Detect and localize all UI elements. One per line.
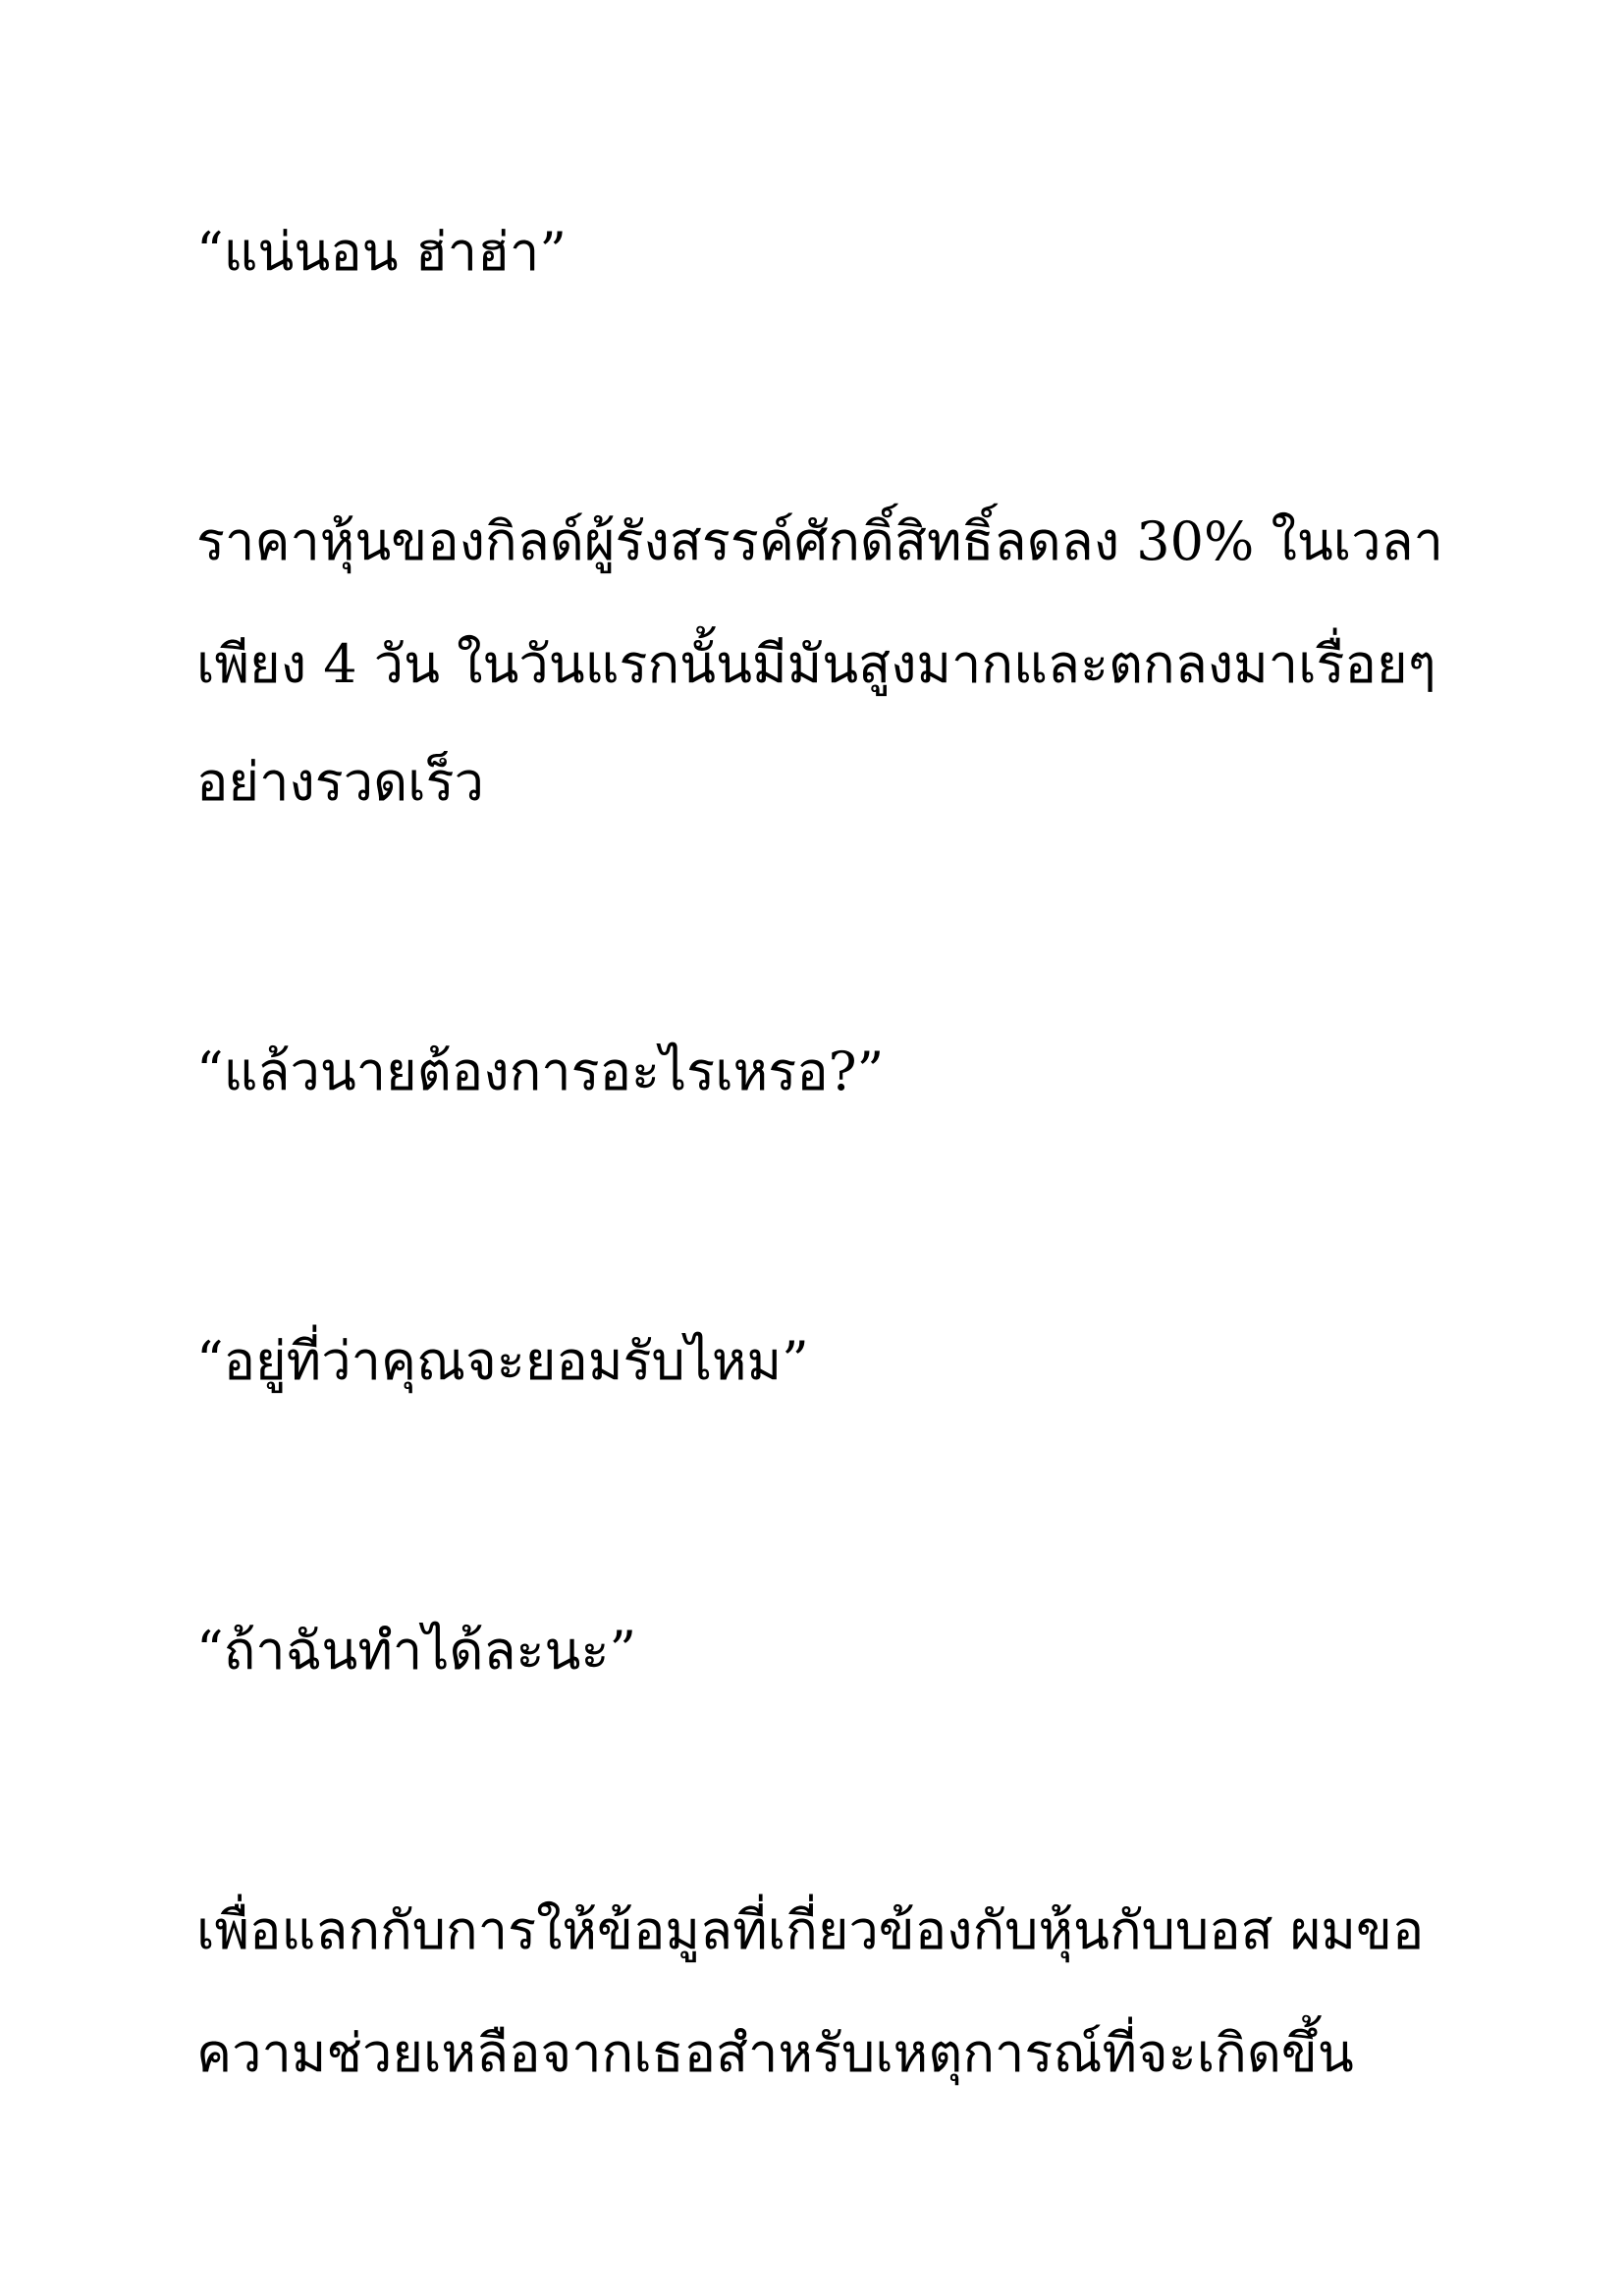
narration-line: เพื่อแลกกับการให้ข้อมูลที่เกี่ยวข้องกับหุ้นกับบอส ผมขอ bbox=[196, 1899, 1425, 1961]
dialogue-line: “ถ้าฉันทำได้ละนะ” bbox=[196, 1620, 637, 1682]
narration-line: อย่างรวดเร็ว bbox=[196, 751, 484, 813]
dialogue-line: “แน่นอน ฮ่าฮ่า” bbox=[196, 221, 567, 283]
dialogue-line: “อยู่ที่ว่าคุณจะยอมรับไหม” bbox=[196, 1330, 809, 1392]
narration-line: ราคาหุ้นของกิลด์ผู้รังสรรค์ศักดิ์สิทธิ์ลดลง 30% ในเวลา bbox=[196, 510, 1443, 572]
narration-line: ความช่วยเหลือจากเธอสำหรับเหตุการณ์ที่จะเกิดขึ้น bbox=[196, 2022, 1354, 2084]
dialogue-line: “แล้วนายต้องการอะไรเหรอ?” bbox=[196, 1041, 885, 1102]
narration-line: เพียง 4 วัน ในวันแรกนั้นมีมันสูงมากและตกลงมาเรื่อยๆ bbox=[196, 633, 1436, 695]
